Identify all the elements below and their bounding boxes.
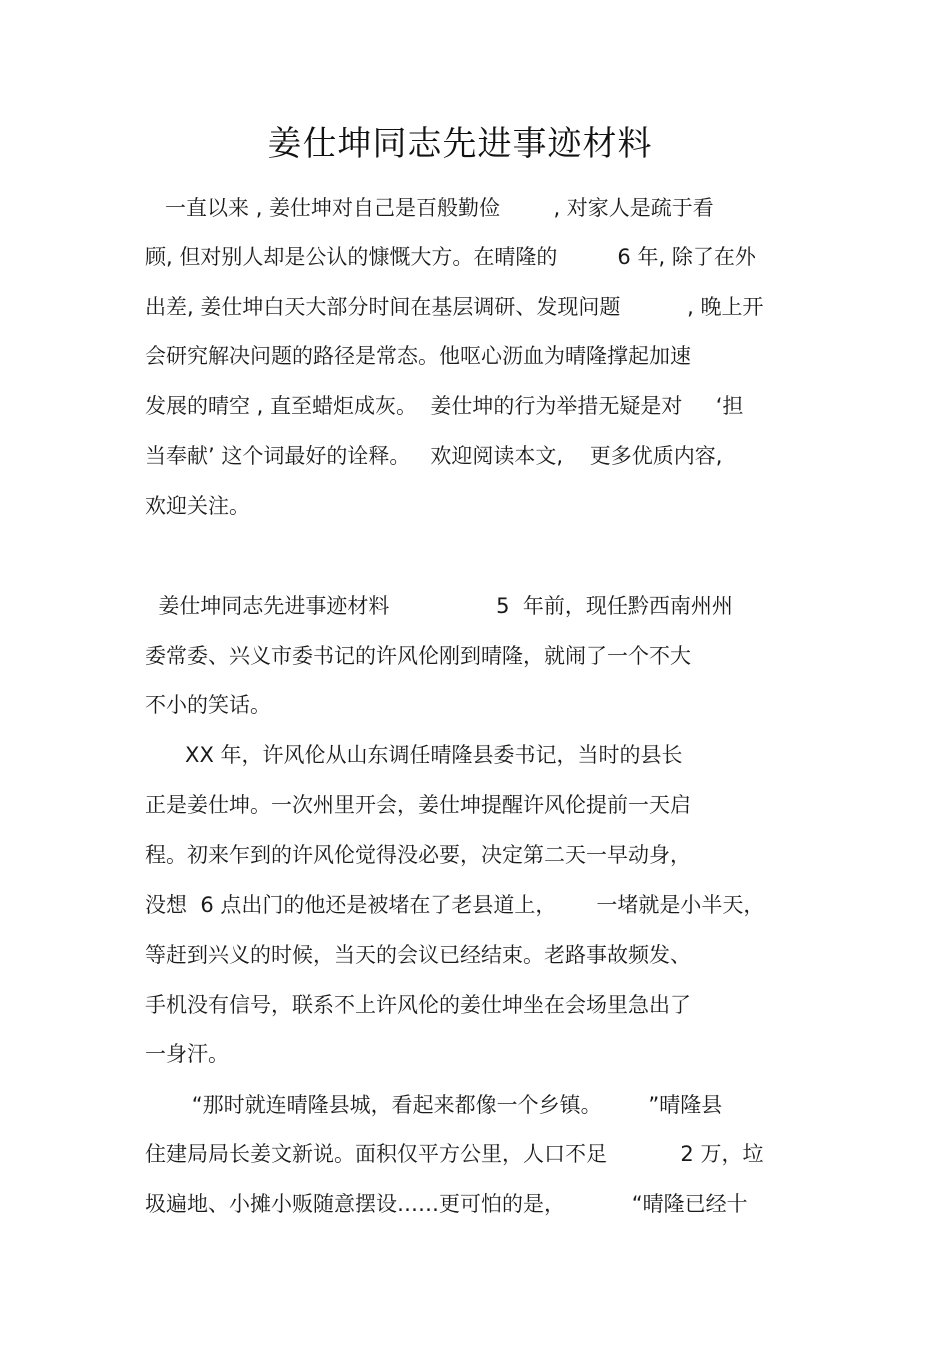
body-line-1: 姜仕坤同志先进事迹材料 5 年前，现任黔西南州州 (145, 594, 733, 618)
body-line-12: 住建局局长姜文新说。面积仅平方公里，人口不足 2 万，垃 (145, 1142, 764, 1166)
body-line-10: 一身汗。 (145, 1042, 229, 1066)
body-line-8: 等赶到兴义的时候，当天的会议已经结束。老路事故频发、 (145, 943, 691, 967)
body-line-9: 手机没有信号，联系不上许风伦的姜仕坤坐在会场里急出了 (145, 993, 691, 1017)
body-line-6: 程。初来乍到的许风伦觉得没必要，决定第二天一早动身， (145, 843, 691, 867)
body-line-11: “那时就连晴隆县城，看起来都像一个乡镇。 ”晴隆县 (145, 1093, 723, 1117)
body-line-13: 圾遍地、小摊小贩随意摆设……更可怕的是， “晴隆已经十 (145, 1192, 748, 1216)
intro-line-5: 发展的晴空 , 直至蜡炬成灰。 姜仕坤的行为举措无疑是对 ‘担 (145, 394, 744, 418)
body-line-3: 不小的笑话。 (145, 693, 271, 717)
document-title: 姜仕坤同志先进事迹材料 (267, 124, 653, 164)
intro-line-7: 欢迎关注。 (145, 494, 250, 518)
intro-line-4: 会研究解决问题的路径是常态。他呕心沥血为晴隆撑起加速 (145, 344, 691, 368)
intro-line-2: 顾, 但对别人却是公认的慷慨大方。在晴隆的 6 年, 除了在外 (145, 245, 756, 269)
intro-line-6: 当奉献’ 这个词最好的诠释。 欢迎阅读本文, 更多优质内容, (145, 444, 723, 468)
body-line-7: 没想 6 点出门的他还是被堵在了老县道上， 一堵就是小半天， (145, 893, 765, 917)
body-line-5: 正是姜仕坤。一次州里开会，姜仕坤提醒许风伦提前一天启 (145, 793, 691, 817)
body-line-4: XX 年，许风伦从山东调任晴隆县委书记，当时的县长 (145, 743, 683, 767)
intro-line-3: 出差, 姜仕坤白天大部分时间在基层调研、发现问题 , 晚上开 (145, 295, 764, 319)
body-line-2: 委常委、兴义市委书记的许风伦刚到晴隆，就闹了一个不大 (145, 644, 691, 668)
intro-line-1: 一直以来 , 姜仕坤对自己是百般勤俭 , 对家人是疏于看 (145, 196, 714, 220)
